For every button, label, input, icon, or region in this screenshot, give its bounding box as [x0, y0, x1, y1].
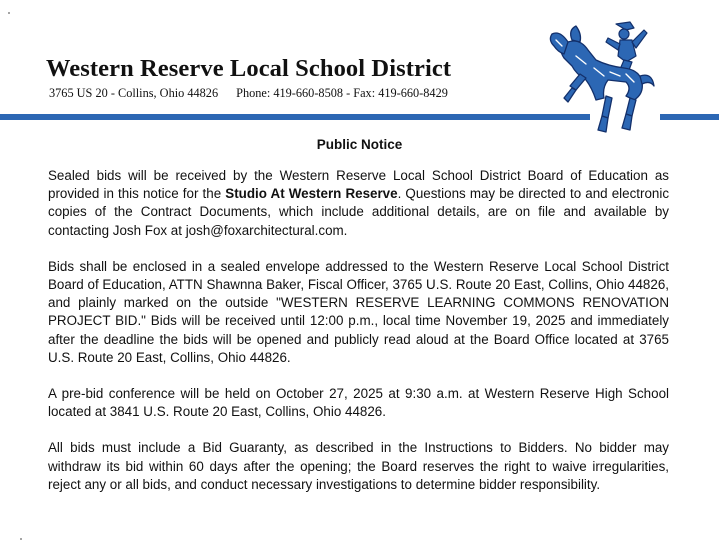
notice-paragraph-pre-bid: A pre-bid conference will be held on October 27, 2025 at 9:30 a.m. at Western Reserve High School located at 3841 U.S. Route 20 East, Collins, Ohio 44826.	[48, 386, 669, 420]
project-name: Studio At Western Reserve	[225, 186, 398, 202]
notice-body	[48, 167, 669, 512]
letterhead-rule-right	[660, 114, 719, 120]
paragraph-text: . Questions may be directed to and electronic copies of the Contract Documents, which include additional details, are on file and available by contacting Josh Fox at josh@foxarchitectural.com.	[48, 186, 670, 238]
district-address: 3765 US 20 - Collins, Ohio 44826	[49, 86, 219, 100]
notice-paragraph-guaranty: All bids must include a Bid Guaranty, as described in the Instructions to Bidders. No bidder may withdraw its bid within 60 days after the opening; the Board reserves the right to waive irregularities, reject any or all bids, and conduct necessary investigations to determine bidder responsibility.	[48, 440, 669, 492]
district-phone-fax: Phone: 419-660-8508 - Fax: 419-660-8429	[236, 86, 448, 100]
district-name: Western Reserve Local School District	[46, 55, 452, 82]
notice-paragraph-bid-intro	[48, 167, 669, 240]
scan-speck	[8, 12, 10, 14]
bronco-rider-logo-icon	[546, 16, 656, 134]
scan-speck	[20, 538, 22, 540]
paragraph-text: Sealed bids will be received by the Western Reserve Local School District Board of Education as provided in this notice for the	[48, 168, 669, 202]
letterhead-contact-line	[49, 86, 448, 101]
notice-title: Public Notice	[316, 137, 403, 152]
notice-paragraph-submission: Bids shall be enclosed in a sealed envelope addressed to the Western Reserve Local School District Board of Education, ATTN Shawnna Baker, Fiscal Officer, 3765 U.S. Route 20 East, Collins, Ohio 44826, and plainly marked on the outside "WESTERN RESERVE LEARNING COMMONS RENOVATION PROJECT BID." Bids will be received until 12:00 p.m., local time November 19, 2025 and immediately after the deadline the bids will be opened and publicly read aloud at the Board Office located at 3765 U.S. Route 20 East, Collins, Ohio 44826.	[48, 258, 669, 365]
letterhead-rule	[0, 114, 590, 120]
